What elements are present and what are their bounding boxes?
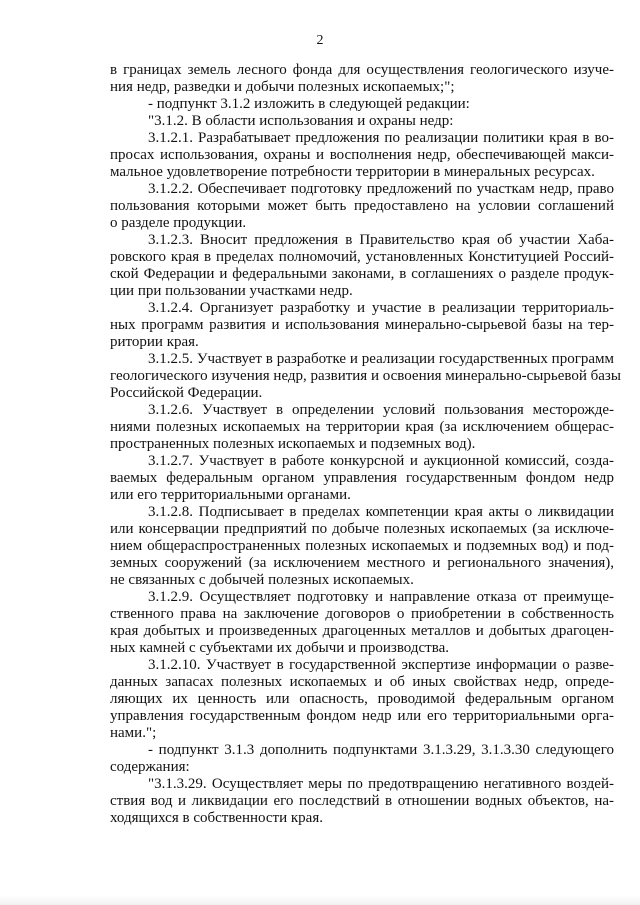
paragraph <box>110 589 614 657</box>
text-line: края добытых и произведенных драгоценных металлов и добытых драгоцен- <box>110 623 614 639</box>
text-line: 3.1.2.6. Участвует в определении условий пользования месторожде- <box>148 402 614 418</box>
text-line: содержания: <box>110 759 190 775</box>
text-line: ляющих их ценность или опасность, проводимой федеральным органом <box>110 691 614 707</box>
paragraph <box>110 62 614 96</box>
paragraph <box>110 742 614 776</box>
text-line: "3.1.2. В области использования и охраны недр: <box>148 113 454 129</box>
paragraph <box>110 232 614 300</box>
text-line: просах использования, охраны и восполнения недр, обеспечивающей макси- <box>110 147 614 163</box>
text-line: земных сооружений (за исключением местного и регионального значения), <box>110 555 614 571</box>
text-line: ритории края. <box>110 334 199 350</box>
paragraph <box>110 402 614 453</box>
paragraph <box>110 776 614 827</box>
text-line: 3.1.2.3. Вносит предложения в Правительство края об участии Хаба- <box>148 232 614 248</box>
text-line: ных программ развития и использования минерально-сырьевой базы на тер- <box>110 317 614 333</box>
text-line: ваемых федеральным органом управления государственным фондом недр <box>110 470 614 486</box>
text-line: 3.1.2.2. Обеспечивает подготовку предложений по участкам недр, право <box>148 181 614 197</box>
text-line: управления государственным фондом недр или его территориальными орга- <box>110 708 614 724</box>
paragraph <box>110 300 614 351</box>
text-line: ния недр, разведки и добычи полезных ископаемых;"; <box>110 79 455 95</box>
paragraph <box>110 181 614 232</box>
text-line: 3.1.2.7. Участвует в работе конкурсной и аукционной комиссий, созда- <box>148 453 614 469</box>
text-line: ции при пользовании участками недр. <box>110 283 353 299</box>
text-line: ных камней с субъектами их добычи и производства. <box>110 640 450 656</box>
text-line: данных запасах полезных ископаемых и об иных свойствах недр, опреде- <box>110 674 614 690</box>
text-line: - подпункт 3.1.2 изложить в следующей редакции: <box>148 96 470 112</box>
paragraph <box>110 96 614 113</box>
paragraph <box>110 113 614 130</box>
text-line: ровского края в пределах полномочий, установленных Конституцией Россий- <box>110 249 614 265</box>
text-line: ственного права на заключение договоров о приобретении в собственность <box>110 606 614 622</box>
text-line: не связанных с добычей полезных ископаемых. <box>110 572 414 588</box>
page-bottom-edge <box>0 895 640 905</box>
text-line: или консервации предприятий по добыче полезных ископаемых (за исключе- <box>110 521 614 537</box>
text-line: пользования которыми может быть предоставлено на условии соглашений <box>110 198 614 214</box>
text-line: геологического изучения недр, развития и освоения минерально-сырьевой базы <box>110 368 621 384</box>
text-line: 3.1.2.1. Разрабатывает предложения по реализации политики края в во- <box>148 130 614 146</box>
text-line: ствия вод и ликвидации его последствий в отношении водных объектов, на- <box>110 793 614 809</box>
document-body <box>110 62 621 827</box>
page-number: 2 <box>316 33 324 48</box>
text-line: 3.1.2.4. Организует разработку и участие в реализации территориаль- <box>148 300 614 316</box>
text-line: о разделе продукции. <box>110 215 247 231</box>
text-line: ской Федерации и федеральными законами, в соглашениях о разделе продук- <box>110 266 614 282</box>
text-line: 3.1.2.5. Участвует в разработке и реализации государственных программ <box>148 351 614 367</box>
text-line: или его территориальными органами. <box>110 487 351 503</box>
text-line: - подпункт 3.1.3 дополнить подпунктами 3.1.3.29, 3.1.3.30 следующего <box>148 742 614 758</box>
text-line: нием общераспространенных полезных ископаемых и подземных вод) и под- <box>110 538 614 554</box>
text-line: ходящихся в собственности края. <box>110 810 323 826</box>
text-line: 3.1.2.9. Осуществляет подготовку и направление отказа от преимуще- <box>148 589 614 605</box>
paragraph <box>110 351 621 402</box>
paragraph <box>110 453 614 504</box>
text-line: "3.1.3.29. Осуществляет меры по предотвращению негативного воздей- <box>148 776 614 792</box>
text-line: мальное удовлетворение потребности территории в минеральных ресурсах. <box>110 164 595 180</box>
paragraph <box>110 130 614 181</box>
paragraph <box>110 657 614 742</box>
text-line: пространенных полезных ископаемых и подземных вод). <box>110 436 476 452</box>
text-line: 3.1.2.8. Подписывает в пределах компетенции края акты о ликвидации <box>148 504 614 520</box>
text-line: ниями полезных ископаемых на территории края (за исключением общерас- <box>110 419 614 435</box>
paragraph <box>110 504 614 589</box>
text-line: Российской Федерации. <box>110 385 263 401</box>
text-line: в границах земель лесного фонда для осуществления геологического изуче- <box>110 62 614 78</box>
text-line: 3.1.2.10. Участвует в государственной экспертизе информации о разве- <box>148 657 614 673</box>
text-line: нами."; <box>110 725 157 741</box>
